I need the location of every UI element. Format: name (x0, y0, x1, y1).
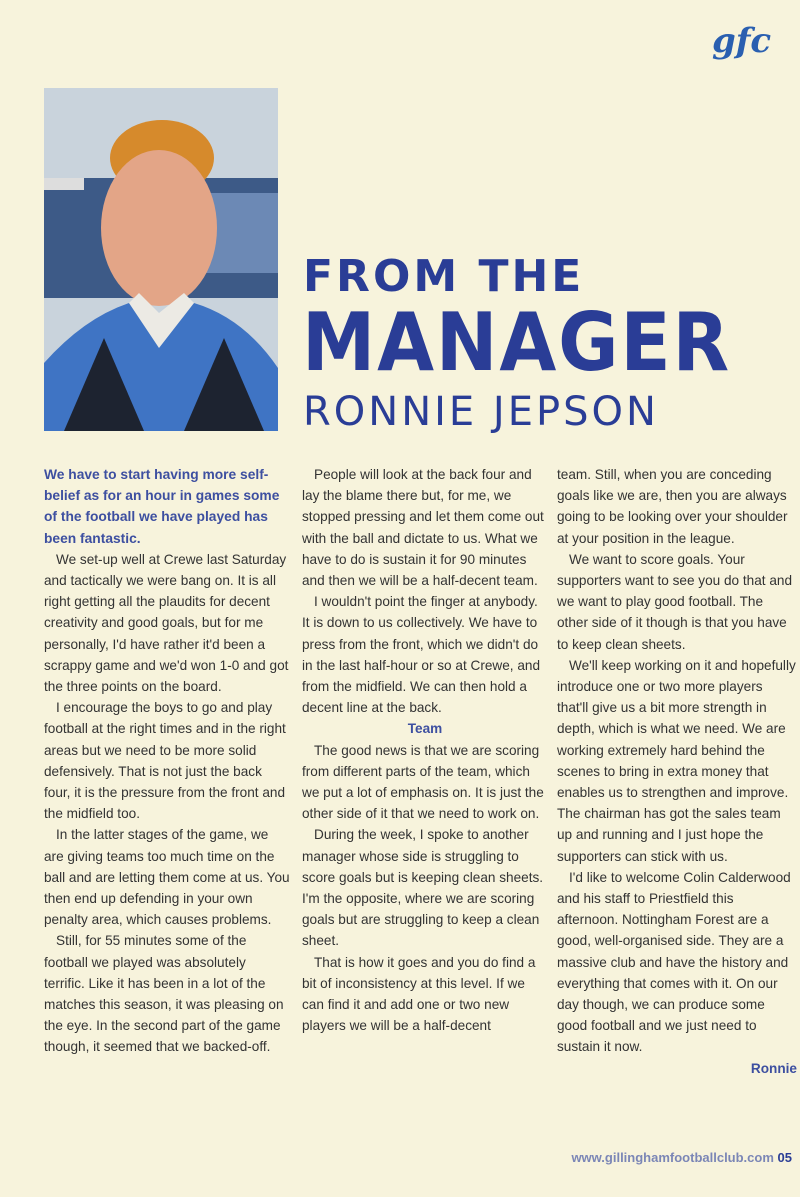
article-paragraph: In the latter stages of the game, we are giving teams too much time on the ball and are letting them come at us. You then end up defending in your own penalty area, which causes problems. (44, 827, 290, 928)
article-paragraph: I encourage the boys to go and play football at the right times and in the right areas but we need to be more solid defensively. That is not just the back four, it is the pressure from the front and the midfield too. (44, 700, 286, 822)
article-signature: Ronnie (750, 1060, 797, 1076)
article-paragraph: I'd like to welcome Colin Calderwood and his staff to Priestfield this afternoon. Nottingham Forest are a good, well-organised side. They are a massive club and have the history and everything that comes with it. On our day though, we can produce some good football and we just need to sustain it now. (557, 869, 791, 1055)
article-subhead: Team (407, 721, 443, 737)
article-column-1 (44, 464, 290, 1058)
article-paragraph: We set-up well at Crewe last Saturday and tactically we were bang on. It is all right getting all the plaudits for decent creativity and good goals, but for me personally, I'd have rather it'd been a scrappy game and we'd won 1-0 and got the three points on the board. (44, 551, 289, 695)
article-column-3 (557, 464, 797, 1079)
article-column-2 (302, 464, 548, 1036)
article-paragraph: The good news is that we are scoring from different parts of the team, which we put a lot of emphasis on. It is just the other side of it that we need to work on. (302, 742, 544, 822)
page-number: 05 (777, 1150, 792, 1165)
article-paragraph: We'll keep working on it and hopefully introduce one or two more players that'll give us a bit more strength in depth, which is what we need. We are working extremely hard behind the scenes to bring in extra money that enables us to strengthen and improve. The chairman has got the sales team up and running and I just hope the supporters can stick with us. (557, 657, 796, 864)
article-paragraph: People will look at the back four and lay the blame there but, for me, we stopped pressing and let them come out with the ball and dictate to us. What we have to do is sustain it for 90 minutes and then we will be a half-decent team. (302, 467, 544, 589)
article-paragraph: We want to score goals. Your supporters want to see you do that and we want to play good football. The other side of it though is that you have to keep clean sheets. (557, 551, 793, 652)
footer-url[interactable]: www.gillinghamfootballclub.com (571, 1150, 774, 1165)
gfc-logo (706, 14, 786, 74)
article-paragraph: During the week, I spoke to another manager whose side is struggling to score goals but is keeping clean sheets. I'm the opposite, where we are scoring goals but are struggling to keep a clean sheet. (302, 827, 544, 949)
article-paragraph: I wouldn't point the finger at anybody. It is down to us collectively. We have to press from the front, which we didn't do in the last half-hour or so at Crewe, and from the midfield. We can then hold a decent line at the back. (302, 594, 541, 716)
page-footer (571, 1150, 792, 1165)
title-manager: MANAGER (302, 296, 732, 389)
byline-author: RONNIE JEPSON (303, 389, 659, 435)
article-paragraph: Still, for 55 minutes some of the football we played was absolutely terrific. Like it has been in a lot of the matches this season, it was pleasing on the eye. In the second part of the game though, it seemed that we backed-off. (44, 933, 284, 1055)
article-paragraph: That is how it goes and you do find a bit of inconsistency at this level. If we can find it and add one or two new players we will be a half-decent (302, 954, 536, 1034)
title-from-the: FROM THE (303, 251, 585, 302)
manager-photo (44, 88, 278, 431)
logo-text: gfc (712, 21, 772, 61)
article-paragraph: team. Still, when you are conceding goals like we are, then you are always going to be looking over your shoulder at your position in the league. (557, 467, 788, 546)
article-lead: We have to start having more self-belief as for an hour in games some of the football we have played has been fantastic. (44, 467, 280, 546)
manager-portrait-image (44, 88, 278, 431)
